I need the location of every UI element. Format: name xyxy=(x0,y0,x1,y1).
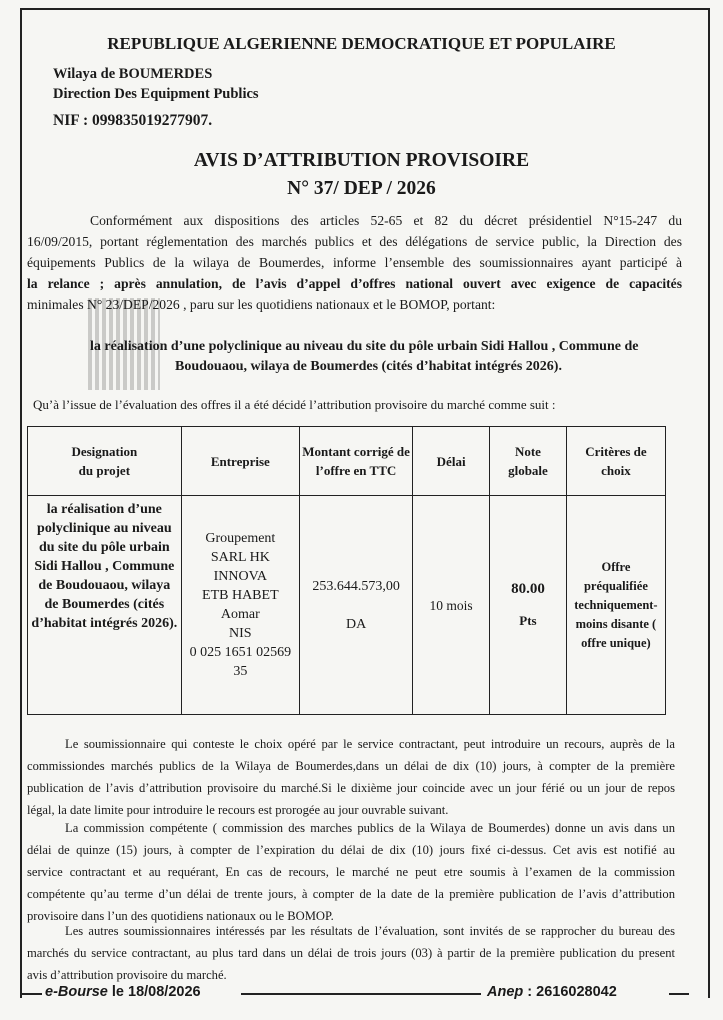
footer-rule-middle xyxy=(241,993,481,995)
project-object-line-1: la réalisation d’une polyclinique au niveau du site du pôle urbain Sidi Hallou , Commune de xyxy=(90,339,639,354)
cell-criteres: Offre préqualifiée techniquement-moins disante ( offre unique) xyxy=(566,496,665,715)
cell-designation: la réalisation d’une polyclinique au niveau du site du pôle urbain Sidi Hallou , Commune de Boudouaou, wilaya de Boumerdes (cités d’habitat intégrés 2026). xyxy=(28,496,182,715)
footer-publication xyxy=(45,984,201,1000)
intro-line-3: équipements Publics de la wilaya de Boumerdes, informe l’ensemble des soumissionnaires ayant participé à xyxy=(27,255,682,270)
header-criteres: Critères de choix xyxy=(566,427,665,496)
intro-line-4: la relance ; après annulation, de l’avis d’appel d’offres national ouvert avec exigence de capacités xyxy=(27,276,682,291)
intro-line-2: 16/09/2015, portant réglementation des marchés publics et des délégations de service public, la Direction des xyxy=(27,234,682,249)
intro-line-1: Conformément aux dispositions des articles 52-65 et 82 du décret présidentiel N°15-247 du xyxy=(90,213,682,228)
header-delai: Délai xyxy=(413,427,490,496)
footer-rule-right xyxy=(669,993,689,995)
cell-entreprise: Groupement SARL HK INNOVA ETB HABET Aomar NIS 0 025 1651 02569 35 xyxy=(181,496,299,715)
intro-line-5: minimales N° 23/DEP/2026 , paru sur les quotidiens nationaux et le BOMOP, portant: xyxy=(27,297,496,312)
direction-label: Direction Des Equipment Publics xyxy=(53,86,259,102)
project-object xyxy=(90,337,675,377)
republique-heading: REPUBLIQUE ALGERIENNE DEMOCRATIQUE ET POPULAIRE xyxy=(107,34,616,53)
project-object-line-2: Boudouaou, wilaya de Boumerdes (cités d’habitat intégrés 2026). xyxy=(175,359,562,374)
header-montant: Montant corrigé de l’offre en TTC xyxy=(299,427,412,496)
decision-statement: Qu’à l’issue de l’évaluation des offres il a été décidé l’attribution provisoire du marché comme suit : xyxy=(33,397,556,412)
cell-note: 80.00 Pts xyxy=(490,496,567,715)
recourse-paragraph: Le soumissionnaire qui conteste le choix opéré par le service contractant, peut introduire un recours, auprès de la commissiondes marchés publics de la Wilaya de Boumerdes,dans un délai de dix (10) jours, à compter de la première publication de l’avis d’attribution provisoire du marché.Si le dixième jour coincide avec un jour férié ou un jour de repos légal, la date limite pour introduire le recours est prorogée au jour ouvrable suivant. xyxy=(27,737,675,817)
footer-date: le 18/08/2026 xyxy=(107,984,201,1000)
header-note: Note globale xyxy=(490,427,567,496)
table-header-row xyxy=(28,427,666,496)
footer-rule-left xyxy=(20,993,42,995)
header-designation: Designation du projet xyxy=(28,427,182,496)
commission-paragraph: La commission compétente ( commission des marches publics de la Wilaya de Boumerdes) donne un avis dans un délai de quinze (15) jours, à compter de l’expiration du délai de dix (10) jours fixé ci-dessus. Cet avis est notifié au service contractant et au requérant, En cas de recours, le marché ne peut etre soumis à l’examen de la commission compétente qu’au terme d’un délai de trente jours, à compter de la date de la première publication de l’avis d’attribution provisoire dans l’un des quotidiens nationaux ou le BOMOP. xyxy=(27,821,675,923)
other-bidders-paragraph: Les autres soumissionnaires intéressés par les résultats de l’évaluation, sont invités de se rapprocher du bureau des marchés du service contractant, au plus tard dans un délai de trois jours (03) à partir de la première publication du present avis d’attribution provisoire du marché. xyxy=(27,924,675,982)
attribution-table xyxy=(27,426,666,715)
cell-montant: 253.644.573,00 DA xyxy=(299,496,412,715)
wilaya-label: Wilaya de BOUMERDES xyxy=(53,66,213,82)
table-row xyxy=(28,496,666,715)
cell-delai: 10 mois xyxy=(413,496,490,715)
footer-anep xyxy=(487,984,617,1000)
frame-top-border xyxy=(20,8,710,10)
footer-anep-label: Anep xyxy=(487,984,524,1000)
notice-number: N° 37/ DEP / 2026 xyxy=(287,178,436,199)
nif-label: NIF : 099835019277907. xyxy=(53,112,213,129)
header-entreprise: Entreprise xyxy=(181,427,299,496)
notice-title: AVIS D’ATTRIBUTION PROVISOIRE xyxy=(193,150,530,171)
footer-ebourse: e-Bourse xyxy=(45,984,108,1000)
footer-anep-number: : 2616028042 xyxy=(523,984,617,1000)
